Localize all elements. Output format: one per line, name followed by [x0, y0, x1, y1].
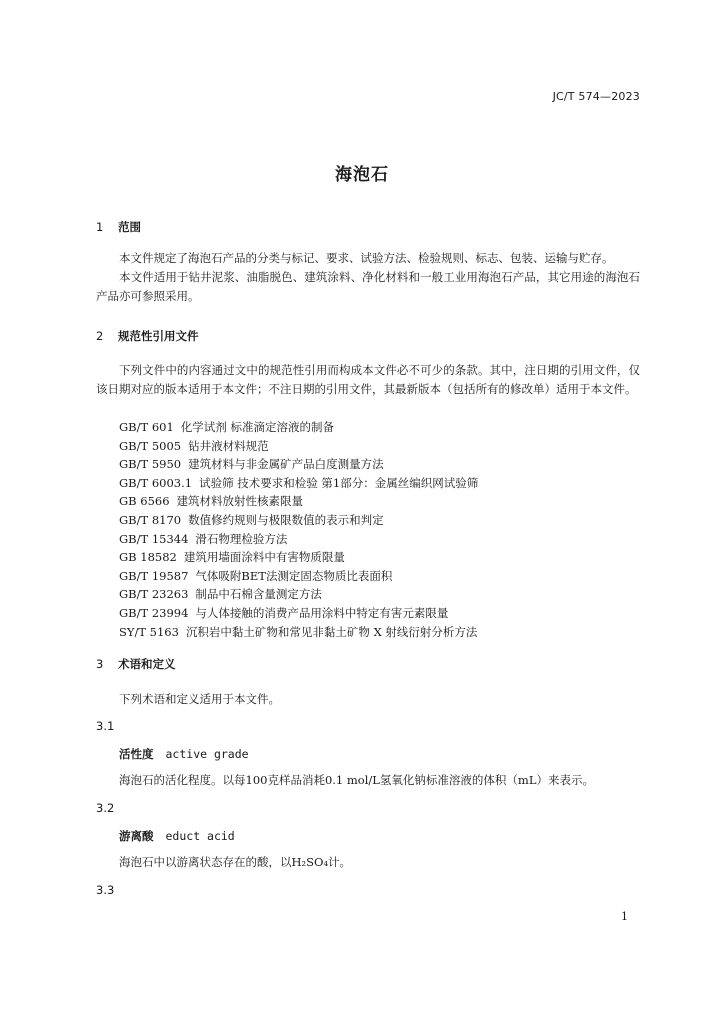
reference-code: GB/T 23263 [119, 587, 189, 602]
reference-code: GB 6566 [119, 494, 170, 509]
section-heading-scope [96, 219, 141, 235]
term-entry [119, 828, 235, 844]
clause-number: 3.3 [96, 883, 115, 897]
terms-intro-paragraph: 下列术语和定义适用于本文件。 [119, 692, 280, 706]
section-number: 3 [96, 657, 104, 671]
section-heading-terms [96, 656, 176, 672]
section-title: 规范性引用文件 [118, 329, 199, 343]
section-number: 2 [96, 329, 104, 343]
reference-title: 沉积岩中黏土矿物和常见非黏土矿物 X 射线衍射分析方法 [185, 624, 478, 639]
page-number: 1 [621, 910, 628, 923]
term-english: active grade [165, 747, 249, 761]
document-code: JC/T 574—2023 [552, 90, 640, 103]
term-chinese: 活性度 [119, 747, 154, 761]
reference-item [119, 548, 478, 567]
reference-title: 钻井液材料规范 [188, 438, 269, 453]
section-heading-normative-references [96, 328, 199, 344]
term-english: educt acid [165, 829, 235, 843]
reference-code: GB/T 6003.1 [119, 475, 193, 490]
reference-code: GB/T 5950 [119, 457, 182, 472]
reference-code: GB/T 5005 [119, 438, 182, 453]
section-number: 1 [96, 220, 104, 234]
term-definition: 海泡石的活化程度。以每100克样品消耗0.1 mol/L氢氧化钠标准溶液的体积（mL）来表示。 [119, 773, 594, 787]
reference-item [119, 492, 478, 511]
normative-intro-paragraph: 下列文件中的内容通过文中的规范性引用而构成本文件必不可少的条款。其中，注日期的引用文件，仅该日期对应的版本适用于本文件；不注日期的引用文件，其最新版本（包括所有的修改单）适用于本文件。 [96, 363, 640, 396]
reference-title: 与人体接触的消费产品用涂料中特定有害元素限量 [195, 605, 449, 620]
reference-item [119, 623, 478, 642]
reference-code: GB 18582 [119, 550, 177, 565]
reference-item [119, 604, 478, 623]
reference-code: SY/T 5163 [119, 624, 179, 639]
term-definition: 海泡石中以游离状态存在的酸，以H₂SO₄计。 [119, 855, 352, 869]
reference-title: 气体吸附BET法测定固态物质比表面积 [195, 568, 393, 583]
reference-title: 建筑材料与非金属矿产品白度测量方法 [188, 457, 384, 472]
reference-item [119, 474, 478, 493]
reference-title: 化学试剂 标准滴定溶液的制备 [180, 420, 334, 434]
reference-code: GB/T 8170 [119, 512, 182, 527]
reference-title: 建筑用墙面涂料中有害物质限量 [183, 550, 345, 565]
reference-title: 试验筛 技术要求和检验 第1部分：金属丝编织网试验筛 [199, 475, 479, 490]
scope-paragraph-1: 本文件规定了海泡石产品的分类与标记、要求、试验方法、检验规则、标志、包装、运输与贮存。 [119, 251, 614, 265]
clause-number: 3.1 [96, 719, 115, 733]
reference-item [119, 455, 478, 474]
reference-item [119, 511, 478, 530]
term-entry [119, 746, 249, 762]
reference-item [119, 437, 478, 456]
reference-list [119, 418, 478, 641]
reference-code: GB/T 15344 [119, 531, 189, 546]
reference-title: 制品中石棉含量测定方法 [195, 587, 322, 602]
section-title: 术语和定义 [118, 657, 176, 671]
reference-item [119, 530, 478, 549]
reference-title: 建筑材料放射性核素限量 [176, 494, 304, 509]
reference-title: 滑石物理检验方法 [195, 531, 288, 546]
term-chinese: 游离酸 [119, 829, 154, 843]
reference-code: GB/T 23994 [119, 605, 189, 620]
reference-item [119, 567, 478, 586]
reference-item [119, 418, 478, 437]
reference-item [119, 585, 478, 604]
clause-number: 3.2 [96, 801, 115, 815]
scope-paragraph-2: 本文件适用于钻井泥浆、油脂脱色、建筑涂料、净化材料和一般工业用海泡石产品，其它用途的海泡石产品亦可参照采用。 [96, 270, 640, 303]
reference-title: 数值修约规则与极限数值的表示和判定 [188, 512, 384, 527]
document-title: 海泡石 [335, 165, 389, 185]
section-title: 范围 [118, 220, 141, 234]
reference-code: GB/T 601 [119, 420, 174, 434]
reference-code: GB/T 19587 [119, 568, 189, 583]
